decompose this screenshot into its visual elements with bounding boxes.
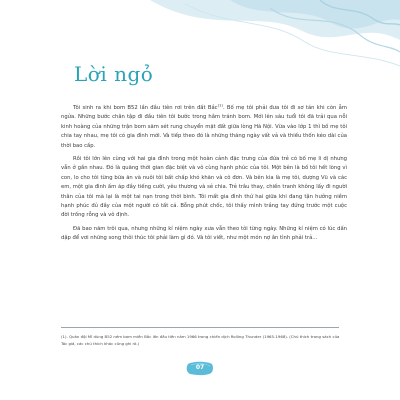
paragraph-3: Đã bao năm trôi qua, nhưng những kí niệm ngày xưa vẫn theo tôi từng ngày. Những kí niệm có lúc dấn dập để vơi những song thôi thúc tôi phải làm gì đó. Và tôi viết, như một món nợ ân tình phải trả... bbox=[61, 225, 347, 242]
decorative-swirl bbox=[0, 0, 400, 90]
page-number: 07 bbox=[195, 364, 205, 371]
paragraph-1-start: Tôi sinh ra khi bom B52 lần đầu tiên rơi trên đất Bắc bbox=[73, 105, 218, 111]
body-text bbox=[61, 104, 347, 248]
footnote-reference: (1) bbox=[217, 102, 223, 108]
footnote-divider bbox=[61, 327, 339, 328]
paragraph-1-rest: . Bố mẹ tôi phải đưa tôi đi sơ tán khi còn ẵm ngửa. Những bước chân tập đi đầu tiên tôi bước trong hầm tránh bom. Mới lên sáu tuổi tôi đã trải qua nỗi kinh hoàng của những trận bom săm sét rung chuyển mặt đất giữa lòng Hà Nội. Vừa vào lớp 1 thì bố mẹ tôi chia tay nhau, mẹ tôi có gia đình mới. Và tiếp theo đó là những tháng ngày vất vả và thiếu thốn kéo dài của thời bao cấp. bbox=[61, 105, 347, 149]
page-title: Lời ngỏ bbox=[74, 62, 154, 86]
paragraph-1 bbox=[61, 104, 347, 151]
footnote: (1). Quân đội Mĩ dùng B52 ném bom miền Bắc lần đầu tiên năm 1966 trong chiến dịch Rolling Thunder (1965-1968). (Chú thích trong sách của Tác giả, các chú thích khác cũng ghi rõ.) bbox=[61, 334, 340, 346]
paragraph-2: Rồi tôi lớn lên cùng với hai gia đình trong một hoàn cảnh đặc trưng của đứa trẻ có bố mẹ li dị nhưng vẫn ở gần nhau. Đó là quãng thời gian đặc biệt và vô cùng hạnh phúc của tôi. Một bên là bố tôi hết lòng vì con, lo cho tôi từng bữa ăn và nuôi tôi bất chấp khó khăn và cô đơn. Và bên kia là mẹ tôi, dượng Vũ và các em, một gia đình ấm áp đầy tiếng cười, yêu thương và sẻ chia. Trẻ trâu thay, chiến tranh không lấy đi người thân của tôi mà lại là một tai nạn trong thời bình. Tôi mất gia đình thứ hai giữa khi đang tận hưởng niềm hạnh phúc đủ đầy của một người có tất cả. Bỗng phút chốc, tôi thấy mình trắng tay đứng trước một cuộc đời trống rỗng và vô định. bbox=[61, 156, 347, 219]
